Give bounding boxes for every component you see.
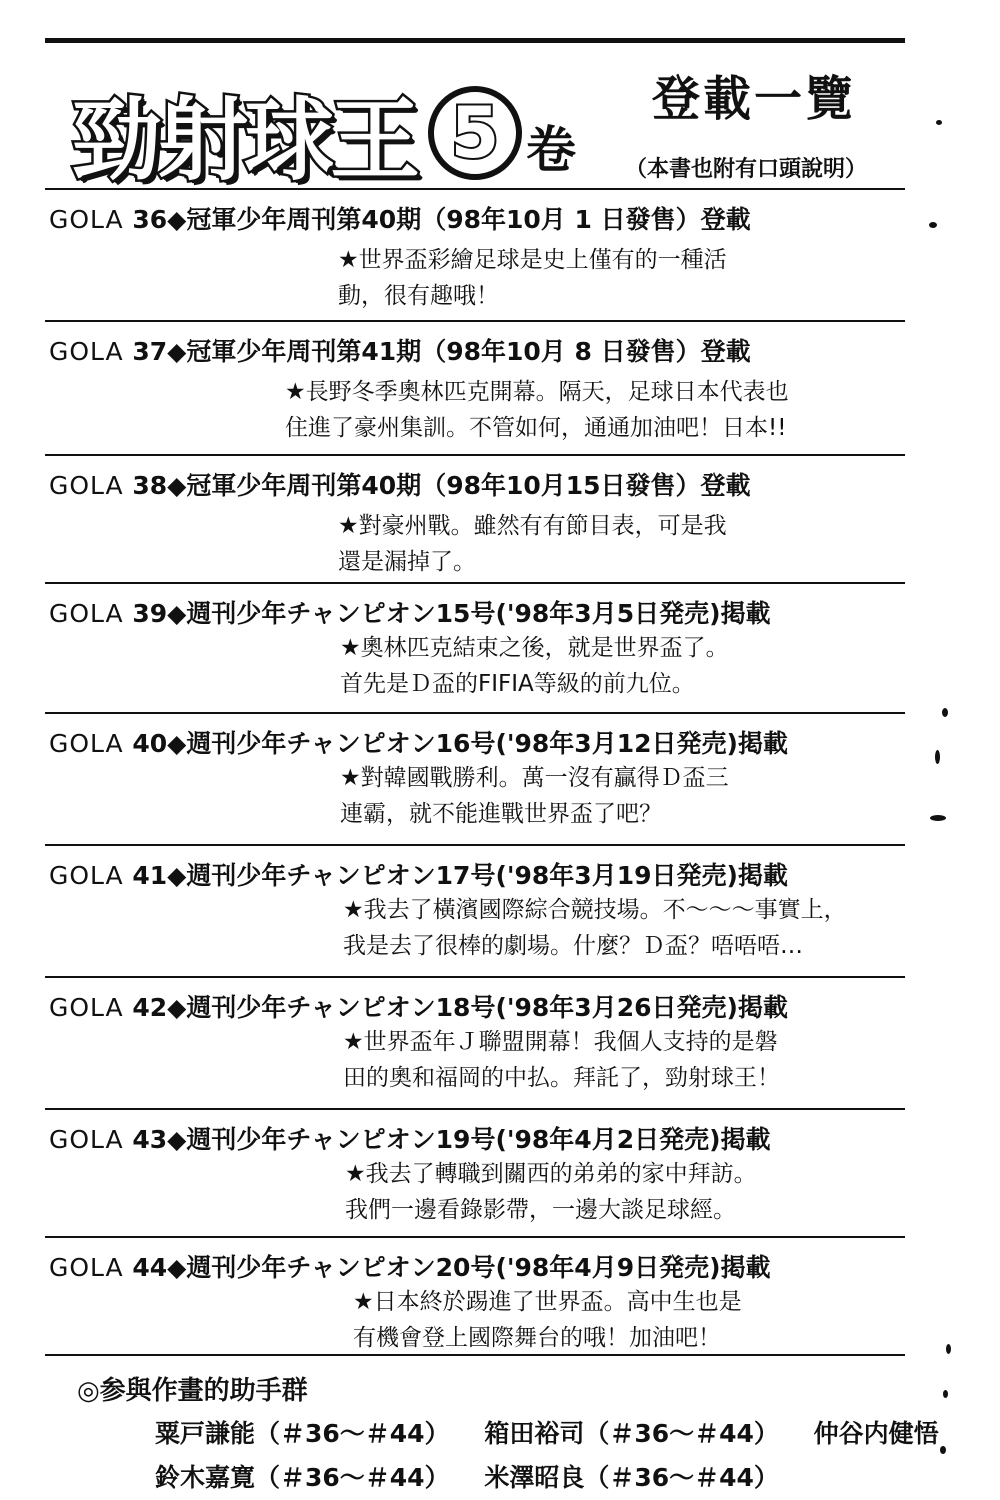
list-heading: 登載一覽 [652, 71, 857, 127]
entry-comment [353, 1284, 742, 1356]
assistant-name: 米澤昭良（＃36〜＃44） [484, 1463, 779, 1492]
entry-comment [343, 1024, 780, 1096]
comment-line: ★日本終於踢進了世界盃。高中生也是 [353, 1289, 742, 1315]
entry-number: 41 [132, 861, 168, 890]
ink-speck [935, 750, 940, 764]
entry-number: 37 [132, 337, 168, 366]
volume-number: 5 [450, 92, 500, 174]
entry-gola: GOLA [49, 1125, 124, 1154]
top-rule [45, 38, 905, 43]
ink-speck [936, 120, 942, 125]
entry-comment [340, 630, 729, 702]
comment-line: 還是漏掉了。 [338, 549, 476, 575]
comment-line: ★奧林匹克結束之後，就是世界盃了。 [340, 635, 729, 661]
ink-speck [943, 1390, 948, 1398]
entry-gola: GOLA [49, 1253, 124, 1282]
entry-source: ◆冠軍少年周刊第40期（98年10月15日發售）登載 [167, 471, 751, 500]
entry-heading [49, 1120, 771, 1156]
ink-speck [930, 815, 946, 821]
assistants-row [155, 1414, 965, 1450]
volume-badge [428, 86, 522, 180]
entry-38 [45, 454, 905, 582]
entry-42 [45, 976, 905, 1108]
assistants-section [45, 1354, 939, 1492]
entry-heading [49, 332, 751, 368]
entry-gola: GOLA [49, 729, 124, 758]
ink-speck [942, 708, 948, 717]
entry-gola: GOLA [49, 861, 124, 890]
assistant-name: 箱田裕司（＃36〜＃44） [484, 1419, 779, 1448]
comment-line: 連霸，就不能進戰世界盃了吧？ [340, 801, 662, 827]
entry-heading [49, 200, 751, 236]
entry-heading [49, 466, 751, 502]
comment-line: ★對韓國戰勝利。萬一沒有贏得Ｄ盃三 [340, 765, 729, 791]
comment-line: ★世界盃年Ｊ聯盟開幕！我個人支持的是磐 [343, 1029, 778, 1055]
entry-heading [49, 856, 788, 892]
entry-heading [49, 594, 771, 630]
entry-comment [345, 1156, 757, 1228]
entry-gola: GOLA [49, 337, 124, 366]
ink-speck [946, 1344, 951, 1354]
assistants-row [155, 1458, 805, 1494]
ink-speck [929, 222, 937, 228]
ink-speck [940, 1446, 946, 1454]
entry-heading [49, 988, 788, 1024]
entry-37 [45, 320, 905, 454]
assistant-name: 仲谷内健悟 [813, 1419, 939, 1448]
comment-line: 住進了豪州集訓。不管如何，通通加油吧！日本!! [285, 415, 787, 441]
entry-40 [45, 712, 905, 844]
comment-line: 我是去了很棒的劇場。什麼？Ｄ盃？唔唔唔… [343, 933, 803, 959]
comment-line: 我們一邊看錄影帶，一邊大談足球經。 [345, 1197, 736, 1223]
entry-number: 42 [132, 993, 168, 1022]
entry-gola: GOLA [49, 471, 124, 500]
entry-36 [45, 188, 905, 320]
entry-number: 39 [132, 599, 168, 628]
comment-line: 田的奧和福岡的中払。拜託了，勁射球王！ [343, 1065, 780, 1091]
entry-gola: GOLA [49, 599, 124, 628]
comment-line: 首先是Ｄ盃的FIFIA等級的前九位。 [340, 671, 695, 697]
entry-source: ◆冠軍少年周刊第40期（98年10月 1 日發售）登載 [167, 205, 751, 234]
volume-suffix: 卷 [526, 121, 576, 179]
comment-line: ★長野冬季奧林匹克開幕。隔天，足球日本代表也 [285, 379, 789, 405]
assistant-name: 鈴木嘉寛（＃36〜＃44） [155, 1463, 450, 1492]
comment-line: ★我去了橫濱國際綜合競技場。不〜〜〜事實上， [343, 897, 847, 923]
entry-gola: GOLA [49, 993, 124, 1022]
entry-heading [49, 724, 788, 760]
assistants-title: ◎参與作畫的助手群 [77, 1376, 308, 1406]
entry-44 [45, 1236, 905, 1362]
entry-number: 43 [132, 1125, 168, 1154]
entry-gola: GOLA [49, 205, 124, 234]
entry-source: ◆冠軍少年周刊第41期（98年10月 8 日發售）登載 [167, 337, 751, 366]
entry-source: ◆週刊少年チャンピオン19号('98年4月2日発売)掲載 [167, 1125, 771, 1154]
entry-43 [45, 1108, 905, 1236]
entry-comment [338, 242, 727, 314]
serialization-list [45, 188, 905, 1362]
entry-number: 44 [132, 1253, 168, 1282]
comment-line: ★我去了轉職到關西的弟弟的家中拜訪。 [345, 1161, 757, 1187]
assistant-name: 粟戸謙能（＃36〜＃44） [155, 1419, 450, 1448]
entry-number: 36 [132, 205, 168, 234]
entry-source: ◆週刊少年チャンピオン16号('98年3月12日発売)掲載 [167, 729, 788, 758]
entry-number: 40 [132, 729, 168, 758]
entry-comment [338, 508, 727, 580]
title-block [72, 76, 576, 193]
list-note: （本書也附有口頭說明） [625, 157, 868, 182]
series-title: 勁射球王 [72, 88, 416, 193]
comment-line: 動，很有趣哦！ [338, 283, 499, 309]
entry-heading [49, 1248, 771, 1284]
entry-source: ◆週刊少年チャンピオン18号('98年3月26日発売)掲載 [167, 993, 788, 1022]
entry-number: 38 [132, 471, 168, 500]
comment-line: 有機會登上國際舞台的哦！加油吧！ [353, 1325, 721, 1351]
comment-line: ★對豪州戰。雖然有有節目表，可是我 [338, 513, 727, 539]
entry-source: ◆週刊少年チャンピオン20号('98年4月9日発売)掲載 [167, 1253, 771, 1282]
entry-source: ◆週刊少年チャンピオン15号('98年3月5日発売)掲載 [167, 599, 771, 628]
entry-comment [343, 892, 847, 964]
entry-comment [285, 374, 789, 446]
entry-41 [45, 844, 905, 976]
entry-comment [340, 760, 729, 832]
entry-source: ◆週刊少年チャンピオン17号('98年3月19日発売)掲載 [167, 861, 788, 890]
entry-39 [45, 582, 905, 712]
comment-line: ★世界盃彩繪足球是史上僅有的一種活 [338, 247, 727, 273]
